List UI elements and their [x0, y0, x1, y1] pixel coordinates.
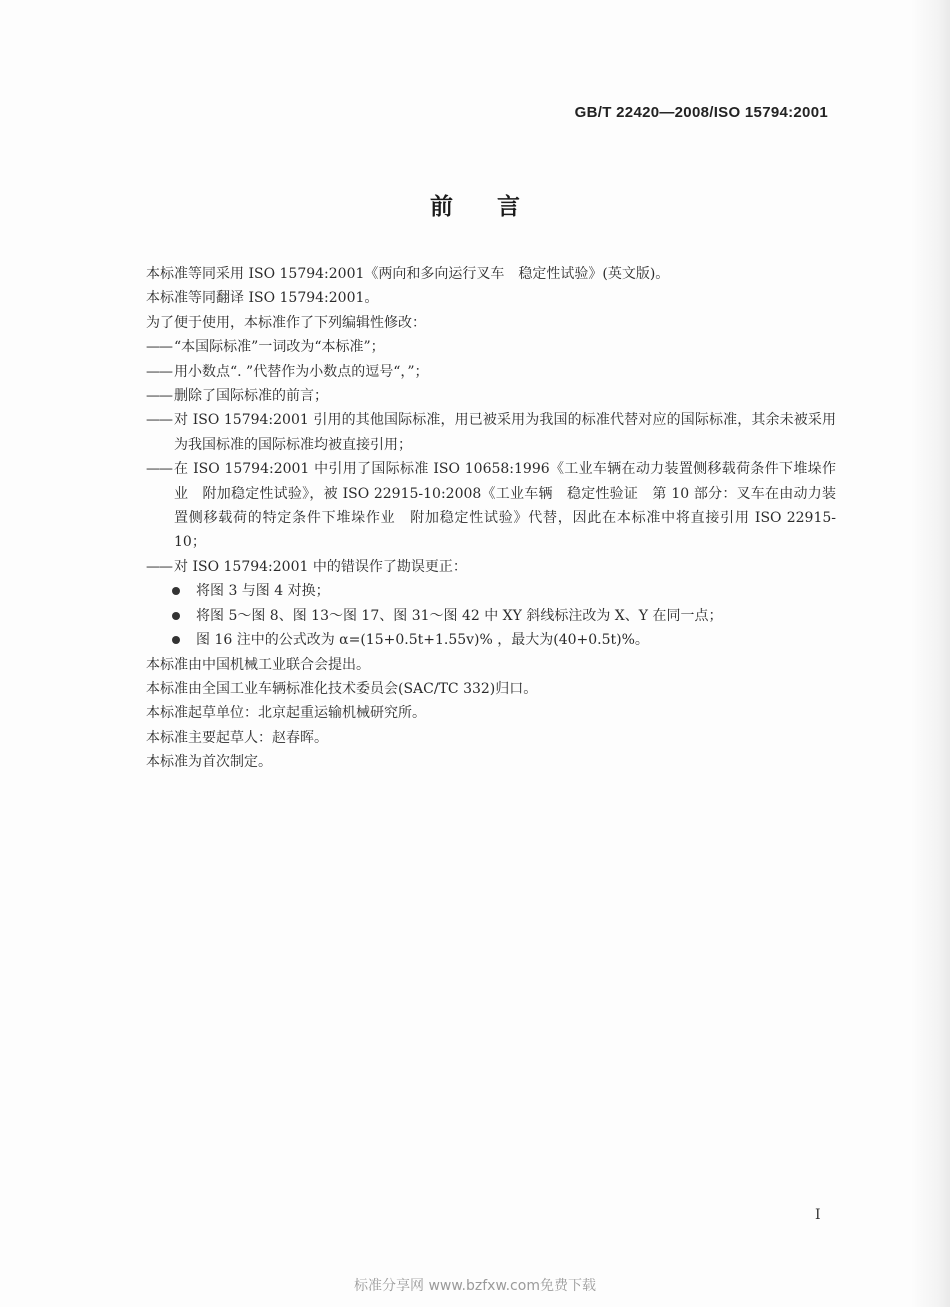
- bullet-item-text: 将图 5～图 8、图 13～图 17、图 31～图 42 中 XY 斜线标注改为 X、Y 在同一点；: [196, 607, 723, 624]
- dash-marker: ——: [146, 339, 172, 356]
- dash-marker: ——: [146, 558, 172, 575]
- dash-item-text: “本国际标准”一词改为“本标准”；: [174, 339, 385, 356]
- closing-paragraph: 本标准为首次制定。: [146, 754, 272, 771]
- bullet-list-item: [146, 579, 836, 603]
- closing-paragraph: 本标准由中国机械工业联合会提出。: [146, 656, 370, 673]
- closing-paragraph: 本标准主要起草人：赵春晖。: [146, 729, 328, 746]
- bullet-dot-icon: [172, 587, 180, 595]
- dash-list-item: [146, 457, 836, 555]
- dash-marker: ——: [146, 388, 172, 405]
- dash-marker: ——: [146, 363, 172, 380]
- page-title: 前言: [430, 194, 564, 220]
- dash-list-item: [146, 335, 836, 359]
- dash-list-item: [146, 384, 836, 408]
- bullet-item-text: 将图 3 与图 4 对换；: [196, 583, 330, 600]
- closing-paragraph: 本标准起草单位：北京起重运输机械研究所。: [146, 705, 426, 722]
- bullet-dot-icon: [172, 612, 180, 620]
- watermark-text: 标准分享网 www.bzfxw.com免费下载: [354, 1278, 596, 1294]
- dash-list-item: [146, 555, 836, 579]
- intro-paragraph: 本标准等同翻译 ISO 15794:2001。: [146, 290, 379, 307]
- closing-paragraph: 本标准由全国工业车辆标准化技术委员会(SAC/TC 332)归口。: [146, 680, 538, 697]
- standard-number-header: GB/T 22420—2008/ISO 15794:2001: [574, 104, 828, 121]
- dash-marker: ——: [146, 461, 172, 478]
- dash-list-item: [146, 360, 836, 384]
- intro-paragraph: 为了便于使用，本标准作了下列编辑性修改：: [146, 314, 426, 331]
- bullet-item-text: 图 16 注中的公式改为 α=(15+0.5t+1.55v)% ，最大为(40+0.5t)%。: [196, 632, 649, 649]
- dash-marker: ——: [146, 412, 172, 429]
- dash-item-text: 用小数点“. ”代替作为小数点的逗号“，”；: [174, 363, 429, 380]
- page-number: I: [815, 1207, 821, 1223]
- intro-paragraph: 本标准等同采用 ISO 15794:2001《两向和多向运行叉车 稳定性试验》(英文版)。: [146, 266, 670, 282]
- bullet-list-item: [146, 628, 836, 652]
- dash-list-item: [146, 408, 836, 457]
- foreword-body: [146, 262, 836, 775]
- dash-item-text: 对 ISO 15794:2001 中的错误作了勘误更正：: [174, 558, 467, 575]
- dash-item-text: 在 ISO 15794:2001 中引用了国际标准 ISO 10658:1996《工业车辆在动力装置侧移载荷条件下堆垛作业 附加稳定性试验》，被 ISO 22915-10:2008《工业车辆 稳定性验证 第 10 部分：叉车在由动力装置侧移载荷的特定条件下堆垛作业 附加稳定性试验》代替，因此在本标准中将直接引用 ISO 22915-10；: [174, 461, 836, 551]
- bullet-dot-icon: [172, 636, 180, 644]
- dash-item-text: 删除了国际标准的前言；: [174, 388, 328, 405]
- dash-item-text: 对 ISO 15794:2001 引用的其他国际标准，用已被采用为我国的标准代替对应的国际标准，其余未被采用为我国标准的国际标准均被直接引用；: [174, 412, 836, 453]
- bullet-list-item: [146, 604, 836, 628]
